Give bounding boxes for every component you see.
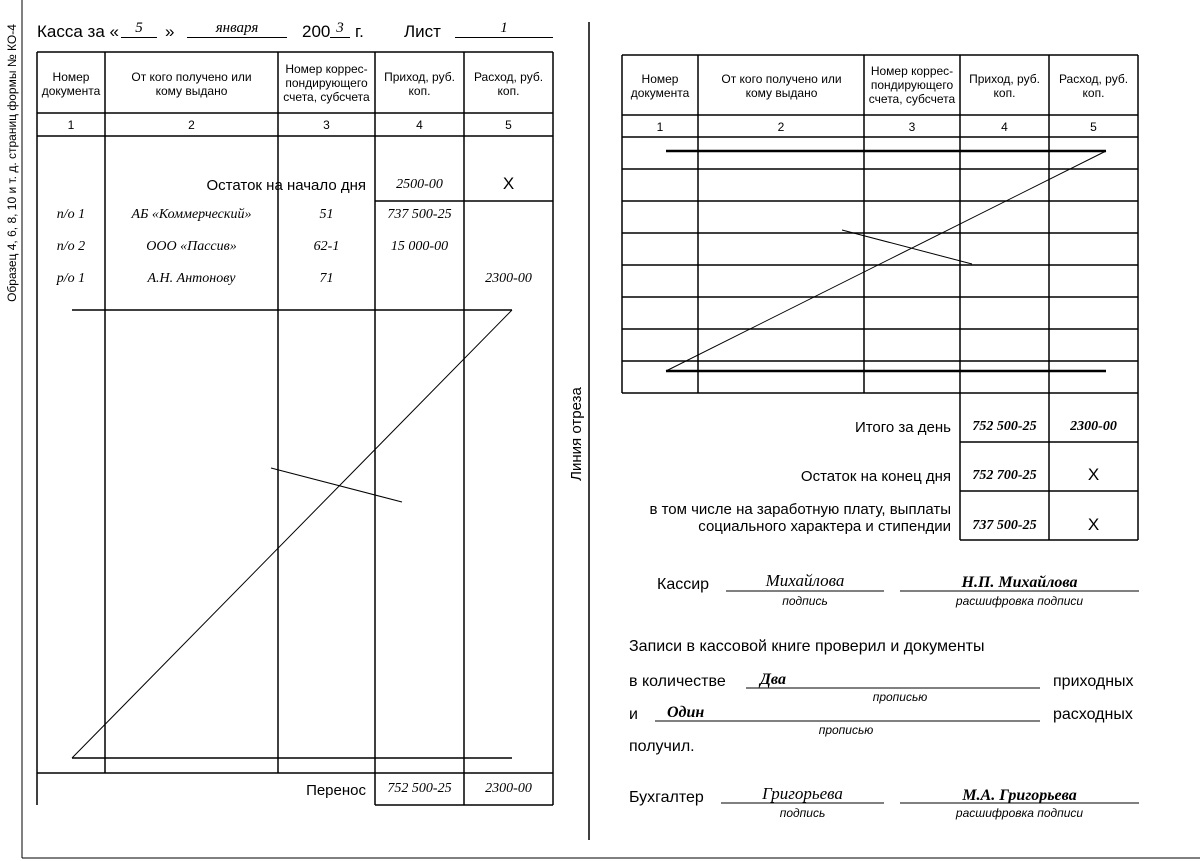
- row3-doc: р/о 1: [56, 271, 86, 286]
- incoming-suffix: приходных: [1053, 673, 1134, 690]
- opening-balance-income: 2500-00: [396, 177, 443, 192]
- day-total-income: 752 500-25: [972, 419, 1037, 434]
- incoming-count: Два: [760, 671, 786, 688]
- accountant-signature-caption: подпись: [779, 806, 826, 820]
- right-col-number-5: 5: [1090, 120, 1097, 134]
- and-label: и: [629, 706, 638, 723]
- quote-close: »: [165, 22, 175, 41]
- left-col-number-3: 3: [323, 118, 330, 132]
- carry-income: 752 500-25: [387, 781, 452, 796]
- carry-expense: 2300-00: [485, 781, 532, 796]
- cashier-label: Кассир: [657, 576, 710, 593]
- row3-party: А.Н. Антонову: [147, 271, 236, 286]
- accountant-label: Бухгалтер: [629, 789, 704, 806]
- left-page-header: [37, 20, 557, 46]
- left-col-header-doc: Номер документа: [41, 70, 101, 98]
- accountant-name: М.А. Григорьева: [962, 787, 1077, 804]
- left-col-header-account: Номер коррес- пондирующего счета, субсчета: [283, 62, 370, 104]
- row2-account: 62-1: [313, 239, 340, 254]
- right-col-header-expense: Расход, руб. коп.: [1058, 72, 1129, 100]
- year-prefix: 200: [302, 22, 331, 41]
- incoming-words-caption: прописью: [872, 690, 928, 704]
- row1-doc: п/о 1: [56, 207, 86, 222]
- row2-doc: п/о 2: [56, 239, 86, 254]
- left-col-number-2: 2: [188, 118, 195, 132]
- received-label: получил.: [629, 738, 695, 755]
- left-col-header-expense: Расход, руб. коп.: [473, 70, 544, 98]
- carry-label: Перенос: [306, 782, 366, 799]
- right-col-header-income: Приход, руб. коп.: [969, 72, 1040, 100]
- right-col-header-account: Номер коррес- пондирующего счета, субсчета: [868, 64, 956, 106]
- wages-expense: X: [1087, 515, 1100, 534]
- outgoing-suffix: расходных: [1053, 706, 1133, 723]
- sheet-label: Лист: [404, 22, 441, 41]
- right-col-number-3: 3: [908, 120, 916, 134]
- row1-account: 51: [319, 207, 334, 222]
- row3-expense: 2300-00: [485, 271, 532, 286]
- closing-balance-label: Остаток на конец дня: [800, 468, 951, 485]
- right-col-number-2: 2: [777, 120, 785, 134]
- check-line1: Записи в кассовой книге проверил и документы: [629, 638, 985, 655]
- sheet-number-field: 1: [455, 20, 553, 38]
- day-total-expense: 2300-00: [1070, 419, 1117, 434]
- row2-party: ООО «Пассив»: [146, 239, 237, 254]
- right-col-number-1: 1: [656, 120, 664, 134]
- check-qty-label: в количестве: [629, 673, 726, 690]
- accountant-signature: Григорьева: [762, 784, 843, 803]
- opening-balance-expense: X: [502, 174, 515, 193]
- opening-balance-label: Остаток на начало дня: [206, 177, 366, 194]
- day-field: 5: [121, 20, 157, 38]
- closing-balance-expense: X: [1087, 465, 1100, 484]
- left-col-header-party: От кого получено или кому выдано: [131, 70, 252, 98]
- wages-label-line1: в том числе на заработную плату, выплаты: [649, 501, 951, 518]
- outgoing-words-caption: прописью: [818, 723, 874, 737]
- left-col-number-4: 4: [416, 118, 423, 132]
- month-field: января: [187, 20, 287, 38]
- year-suffix: г.: [355, 22, 364, 41]
- left-col-header-income: Приход, руб. коп.: [384, 70, 455, 98]
- right-col-header-party: От кого получено или кому выдано: [721, 72, 842, 100]
- wages-income: 737 500-25: [972, 518, 1037, 533]
- wages-label-line2: социального характера и стипендии: [698, 518, 951, 535]
- row1-income: 737 500-25: [387, 207, 452, 222]
- outgoing-count: Один: [667, 704, 705, 721]
- cashier-signature: Михайлова: [765, 571, 845, 590]
- row1-party: АБ «Коммерческий»: [131, 207, 252, 222]
- cut-line-label: Линия отреза: [568, 387, 585, 481]
- left-col-number-1: 1: [67, 118, 75, 132]
- cashier-name-caption: расшифровка подписи: [955, 594, 1084, 608]
- row3-account: 71: [319, 271, 334, 286]
- kassa-label: Касса за «: [37, 22, 119, 41]
- accountant-name-caption: расшифровка подписи: [955, 806, 1084, 820]
- closing-balance-income: 752 700-25: [972, 468, 1037, 483]
- row2-income: 15 000-00: [390, 239, 449, 254]
- day-total-label: Итого за день: [854, 419, 951, 436]
- left-col-number-5: 5: [505, 118, 512, 132]
- cashier-name: Н.П. Михайлова: [961, 574, 1078, 591]
- right-col-header-doc: Номер документа: [630, 72, 690, 100]
- cashier-signature-caption: подпись: [782, 594, 828, 608]
- form-side-note: Образец 4, 6, 8, 10 и т. д. страниц формы № КО-4: [5, 24, 19, 302]
- right-col-number-4: 4: [1001, 120, 1008, 134]
- year-digit-field: 3: [330, 20, 350, 38]
